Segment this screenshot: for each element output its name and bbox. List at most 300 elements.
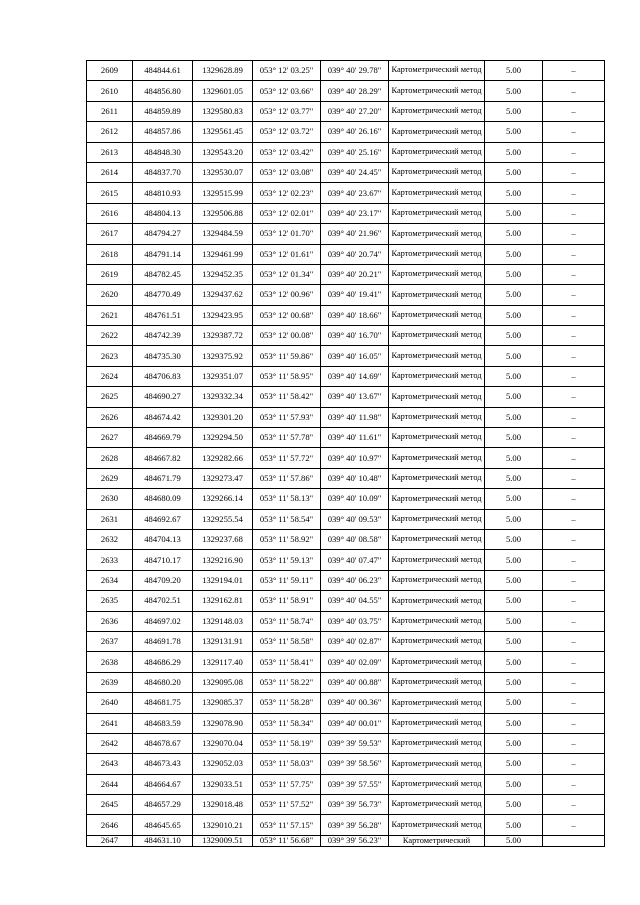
latitude-cell: 053° 12' 03.25" <box>253 61 321 81</box>
table-row <box>87 122 605 142</box>
table-row <box>87 387 605 407</box>
table-row <box>87 774 605 794</box>
coord-y-cell: 1329452.35 <box>193 264 253 284</box>
latitude-cell: 053° 11' 58.28" <box>253 693 321 713</box>
table-row <box>87 754 605 774</box>
point-number-cell: 2610 <box>87 81 133 101</box>
point-number-cell: 2635 <box>87 591 133 611</box>
precision-cell: 5.00 <box>485 224 543 244</box>
table-row <box>87 591 605 611</box>
precision-cell: 5.00 <box>485 611 543 631</box>
latitude-cell: 053° 11' 58.41" <box>253 652 321 672</box>
point-number-cell: 2626 <box>87 407 133 427</box>
note-cell: – <box>543 815 605 835</box>
coord-x-cell: 484844.61 <box>133 61 193 81</box>
coord-y-cell: 1329216.90 <box>193 550 253 570</box>
longitude-cell: 039° 40' 26.16" <box>321 122 389 142</box>
method-cell: Картометрический метод <box>389 591 485 611</box>
note-cell: – <box>543 142 605 162</box>
note-cell: – <box>543 611 605 631</box>
coord-y-cell: 1329010.21 <box>193 815 253 835</box>
longitude-cell: 039° 40' 10.97" <box>321 448 389 468</box>
coord-y-cell: 1329580.83 <box>193 101 253 121</box>
coord-x-cell: 484859.89 <box>133 101 193 121</box>
table-row <box>87 795 605 815</box>
latitude-cell: 053° 11' 58.92" <box>253 529 321 549</box>
latitude-cell: 053° 12' 03.42" <box>253 142 321 162</box>
latitude-cell: 053° 11' 57.93" <box>253 407 321 427</box>
point-number-cell: 2619 <box>87 264 133 284</box>
latitude-cell: 053° 12' 01.70" <box>253 224 321 244</box>
latitude-cell: 053° 11' 58.58" <box>253 631 321 651</box>
coord-y-cell: 1329543.20 <box>193 142 253 162</box>
method-cell: Картометрический метод <box>389 448 485 468</box>
coord-x-cell: 484691.78 <box>133 631 193 651</box>
precision-cell: 5.00 <box>485 489 543 509</box>
coord-y-cell: 1329601.05 <box>193 81 253 101</box>
note-cell: – <box>543 489 605 509</box>
point-number-cell: 2645 <box>87 795 133 815</box>
coord-x-cell: 484794.27 <box>133 224 193 244</box>
table-row <box>87 428 605 448</box>
point-number-cell: 2636 <box>87 611 133 631</box>
longitude-cell: 039° 40' 18.66" <box>321 305 389 325</box>
coordinates-table <box>86 60 605 847</box>
note-cell: – <box>543 244 605 264</box>
table-row <box>87 733 605 753</box>
note-cell: – <box>543 224 605 244</box>
point-number-cell: 2627 <box>87 428 133 448</box>
note-cell: – <box>543 346 605 366</box>
longitude-cell: 039° 40' 19.41" <box>321 285 389 305</box>
coord-y-cell: 1329461.99 <box>193 244 253 264</box>
coord-y-cell: 1329078.90 <box>193 713 253 733</box>
coord-y-cell: 1329052.03 <box>193 754 253 774</box>
note-cell: – <box>543 183 605 203</box>
point-number-cell: 2623 <box>87 346 133 366</box>
precision-cell: 5.00 <box>485 428 543 448</box>
longitude-cell: 039° 40' 23.17" <box>321 203 389 223</box>
method-cell: Картометрический метод <box>389 468 485 488</box>
precision-cell: 5.00 <box>485 183 543 203</box>
point-number-cell: 2615 <box>87 183 133 203</box>
latitude-cell: 053° 12' 03.77" <box>253 101 321 121</box>
precision-cell: 5.00 <box>485 509 543 529</box>
coord-y-cell: 1329423.95 <box>193 305 253 325</box>
longitude-cell: 039° 40' 00.88" <box>321 672 389 692</box>
coord-x-cell: 484804.13 <box>133 203 193 223</box>
longitude-cell: 039° 40' 20.21" <box>321 264 389 284</box>
latitude-cell: 053° 11' 58.22" <box>253 672 321 692</box>
coord-y-cell: 1329387.72 <box>193 326 253 346</box>
point-number-cell: 2614 <box>87 162 133 182</box>
precision-cell: 5.00 <box>485 733 543 753</box>
table-row <box>87 142 605 162</box>
note-cell: – <box>543 448 605 468</box>
point-number-cell: 2642 <box>87 733 133 753</box>
note-cell: – <box>543 754 605 774</box>
method-cell: Картометрический метод <box>389 713 485 733</box>
table-row <box>87 244 605 264</box>
note-cell: – <box>543 285 605 305</box>
precision-cell: 5.00 <box>485 591 543 611</box>
precision-cell: 5.00 <box>485 122 543 142</box>
coord-y-cell: 1329085.37 <box>193 693 253 713</box>
precision-cell: 5.00 <box>485 162 543 182</box>
longitude-cell: 039° 39' 57.55" <box>321 774 389 794</box>
table-row <box>87 509 605 529</box>
note-cell: – <box>543 774 605 794</box>
coord-x-cell: 484742.39 <box>133 326 193 346</box>
precision-cell: 5.00 <box>485 305 543 325</box>
table-row <box>87 203 605 223</box>
coord-x-cell: 484674.42 <box>133 407 193 427</box>
precision-cell: 5.00 <box>485 529 543 549</box>
table-row <box>87 489 605 509</box>
method-cell: Картометрический метод <box>389 815 485 835</box>
table-row <box>87 815 605 835</box>
coord-x-cell: 484856.80 <box>133 81 193 101</box>
method-cell: Картометрический метод <box>389 101 485 121</box>
longitude-cell: 039° 39' 59.53" <box>321 733 389 753</box>
point-number-cell: 2620 <box>87 285 133 305</box>
precision-cell: 5.00 <box>485 61 543 81</box>
coord-y-cell: 1329131.91 <box>193 631 253 651</box>
latitude-cell: 053° 11' 58.03" <box>253 754 321 774</box>
coord-y-cell: 1329515.99 <box>193 183 253 203</box>
table-row <box>87 529 605 549</box>
note-cell: – <box>543 652 605 672</box>
coord-y-cell: 1329194.01 <box>193 570 253 590</box>
point-number-cell: 2637 <box>87 631 133 651</box>
method-cell: Картометрический метод <box>389 570 485 590</box>
table-row <box>87 224 605 244</box>
method-cell: Картометрический метод <box>389 387 485 407</box>
latitude-cell: 053° 12' 00.68" <box>253 305 321 325</box>
note-cell: – <box>543 672 605 692</box>
method-cell: Картометрический метод <box>389 774 485 794</box>
note-cell: – <box>543 733 605 753</box>
point-number-cell: 2632 <box>87 529 133 549</box>
latitude-cell: 053° 11' 59.13" <box>253 550 321 570</box>
coord-x-cell: 484810.93 <box>133 183 193 203</box>
coord-y-cell: 1329237.68 <box>193 529 253 549</box>
latitude-cell: 053° 11' 56.68" <box>253 835 321 846</box>
method-cell: Картометрический метод <box>389 550 485 570</box>
longitude-cell: 039° 40' 14.69" <box>321 366 389 386</box>
latitude-cell: 053° 11' 57.52" <box>253 795 321 815</box>
latitude-cell: 053° 11' 58.91" <box>253 591 321 611</box>
table-row <box>87 835 605 846</box>
table-row <box>87 81 605 101</box>
longitude-cell: 039° 40' 24.45" <box>321 162 389 182</box>
note-cell <box>543 835 605 846</box>
longitude-cell: 039° 40' 25.16" <box>321 142 389 162</box>
method-cell: Картометрический метод <box>389 489 485 509</box>
coord-y-cell: 1329294.50 <box>193 428 253 448</box>
longitude-cell: 039° 40' 02.87" <box>321 631 389 651</box>
point-number-cell: 2643 <box>87 754 133 774</box>
precision-cell: 5.00 <box>485 713 543 733</box>
coord-x-cell: 484667.82 <box>133 448 193 468</box>
table-row <box>87 550 605 570</box>
latitude-cell: 053° 11' 57.86" <box>253 468 321 488</box>
table-row <box>87 264 605 284</box>
point-number-cell: 2633 <box>87 550 133 570</box>
coord-y-cell: 1329148.03 <box>193 611 253 631</box>
precision-cell: 5.00 <box>485 244 543 264</box>
coord-x-cell: 484770.49 <box>133 285 193 305</box>
coord-x-cell: 484664.67 <box>133 774 193 794</box>
coord-y-cell: 1329530.07 <box>193 162 253 182</box>
note-cell: – <box>543 591 605 611</box>
longitude-cell: 039° 39' 58.56" <box>321 754 389 774</box>
method-cell: Картометрический метод <box>389 61 485 81</box>
precision-cell: 5.00 <box>485 672 543 692</box>
coord-y-cell: 1329351.07 <box>193 366 253 386</box>
point-number-cell: 2612 <box>87 122 133 142</box>
longitude-cell: 039° 40' 16.05" <box>321 346 389 366</box>
point-number-cell: 2617 <box>87 224 133 244</box>
point-number-cell: 2618 <box>87 244 133 264</box>
latitude-cell: 053° 11' 57.75" <box>253 774 321 794</box>
point-number-cell: 2609 <box>87 61 133 81</box>
latitude-cell: 053° 11' 58.13" <box>253 489 321 509</box>
note-cell: – <box>543 264 605 284</box>
latitude-cell: 053° 11' 57.15" <box>253 815 321 835</box>
coordinates-table-page <box>86 60 604 847</box>
table-body <box>87 61 605 847</box>
coord-x-cell: 484706.83 <box>133 366 193 386</box>
method-cell: Картометрический метод <box>389 346 485 366</box>
note-cell: – <box>543 550 605 570</box>
latitude-cell: 053° 12' 02.01" <box>253 203 321 223</box>
precision-cell: 5.00 <box>485 407 543 427</box>
latitude-cell: 053° 11' 59.11" <box>253 570 321 590</box>
point-number-cell: 2644 <box>87 774 133 794</box>
longitude-cell: 039° 40' 08.58" <box>321 529 389 549</box>
longitude-cell: 039° 40' 28.29" <box>321 81 389 101</box>
precision-cell: 5.00 <box>485 101 543 121</box>
coord-x-cell: 484678.67 <box>133 733 193 753</box>
latitude-cell: 053° 11' 57.78" <box>253 428 321 448</box>
table-row <box>87 631 605 651</box>
method-cell: Картометрический метод <box>389 733 485 753</box>
table-row <box>87 346 605 366</box>
table-row <box>87 326 605 346</box>
precision-cell: 5.00 <box>485 81 543 101</box>
coord-x-cell: 484671.79 <box>133 468 193 488</box>
method-cell: Картометрический метод <box>389 183 485 203</box>
latitude-cell: 053° 12' 00.96" <box>253 285 321 305</box>
coord-y-cell: 1329375.92 <box>193 346 253 366</box>
point-number-cell: 2616 <box>87 203 133 223</box>
coord-x-cell: 484791.14 <box>133 244 193 264</box>
method-cell: Картометрический метод <box>389 305 485 325</box>
precision-cell: 5.00 <box>485 264 543 284</box>
longitude-cell: 039° 40' 16.70" <box>321 326 389 346</box>
coord-x-cell: 484673.43 <box>133 754 193 774</box>
table-row <box>87 652 605 672</box>
latitude-cell: 053° 12' 02.23" <box>253 183 321 203</box>
table-row <box>87 162 605 182</box>
coord-y-cell: 1329095.08 <box>193 672 253 692</box>
table-row <box>87 183 605 203</box>
method-cell: Картометрический метод <box>389 224 485 244</box>
precision-cell: 5.00 <box>485 142 543 162</box>
method-cell: Картометрический метод <box>389 795 485 815</box>
longitude-cell: 039° 40' 20.74" <box>321 244 389 264</box>
longitude-cell: 039° 39' 56.23" <box>321 835 389 846</box>
note-cell: – <box>543 61 605 81</box>
precision-cell: 5.00 <box>485 203 543 223</box>
precision-cell: 5.00 <box>485 693 543 713</box>
longitude-cell: 039° 40' 09.53" <box>321 509 389 529</box>
point-number-cell: 2631 <box>87 509 133 529</box>
note-cell: – <box>543 101 605 121</box>
note-cell: – <box>543 795 605 815</box>
coord-y-cell: 1329018.48 <box>193 795 253 815</box>
coord-x-cell: 484704.13 <box>133 529 193 549</box>
note-cell: – <box>543 529 605 549</box>
coord-y-cell: 1329009.51 <box>193 835 253 846</box>
precision-cell: 5.00 <box>485 631 543 651</box>
point-number-cell: 2611 <box>87 101 133 121</box>
note-cell: – <box>543 326 605 346</box>
note-cell: – <box>543 570 605 590</box>
note-cell: – <box>543 428 605 448</box>
method-cell: Картометрический метод <box>389 264 485 284</box>
method-cell: Картометрический метод <box>389 142 485 162</box>
coord-x-cell: 484681.75 <box>133 693 193 713</box>
point-number-cell: 2646 <box>87 815 133 835</box>
coord-y-cell: 1329437.62 <box>193 285 253 305</box>
coord-y-cell: 1329332.34 <box>193 387 253 407</box>
longitude-cell: 039° 40' 27.20" <box>321 101 389 121</box>
latitude-cell: 053° 12' 01.61" <box>253 244 321 264</box>
coord-x-cell: 484692.67 <box>133 509 193 529</box>
table-row <box>87 366 605 386</box>
coord-x-cell: 484683.59 <box>133 713 193 733</box>
table-row <box>87 468 605 488</box>
latitude-cell: 053° 11' 58.42" <box>253 387 321 407</box>
precision-cell: 5.00 <box>485 366 543 386</box>
note-cell: – <box>543 713 605 733</box>
method-cell: Картометрический метод <box>389 244 485 264</box>
point-number-cell: 2639 <box>87 672 133 692</box>
coord-x-cell: 484857.86 <box>133 122 193 142</box>
coord-y-cell: 1329266.14 <box>193 489 253 509</box>
latitude-cell: 053° 12' 03.08" <box>253 162 321 182</box>
point-number-cell: 2638 <box>87 652 133 672</box>
method-cell: Картометрический метод <box>389 366 485 386</box>
coord-y-cell: 1329070.04 <box>193 733 253 753</box>
point-number-cell: 2628 <box>87 448 133 468</box>
point-number-cell: 2640 <box>87 693 133 713</box>
coord-y-cell: 1329033.51 <box>193 774 253 794</box>
note-cell: – <box>543 162 605 182</box>
coord-x-cell: 484697.02 <box>133 611 193 631</box>
coord-y-cell: 1329561.45 <box>193 122 253 142</box>
coord-x-cell: 484782.45 <box>133 264 193 284</box>
table-row <box>87 611 605 631</box>
table-row <box>87 305 605 325</box>
latitude-cell: 053° 12' 03.66" <box>253 81 321 101</box>
coord-y-cell: 1329282.66 <box>193 448 253 468</box>
method-cell: Картометрический метод <box>389 122 485 142</box>
method-cell: Картометрический метод <box>389 407 485 427</box>
note-cell: – <box>543 81 605 101</box>
point-number-cell: 2629 <box>87 468 133 488</box>
note-cell: – <box>543 387 605 407</box>
precision-cell: 5.00 <box>485 754 543 774</box>
longitude-cell: 039° 40' 00.36" <box>321 693 389 713</box>
longitude-cell: 039° 40' 11.98" <box>321 407 389 427</box>
method-cell: Картометрический метод <box>389 326 485 346</box>
coord-x-cell: 484761.51 <box>133 305 193 325</box>
coord-y-cell: 1329117.40 <box>193 652 253 672</box>
latitude-cell: 053° 11' 58.74" <box>253 611 321 631</box>
table-row <box>87 448 605 468</box>
longitude-cell: 039° 40' 10.48" <box>321 468 389 488</box>
method-cell: Картометрический метод <box>389 203 485 223</box>
method-cell: Картометрический <box>389 835 485 846</box>
table-row <box>87 61 605 81</box>
note-cell: – <box>543 631 605 651</box>
longitude-cell: 039° 39' 56.73" <box>321 795 389 815</box>
precision-cell: 5.00 <box>485 387 543 407</box>
longitude-cell: 039° 40' 23.67" <box>321 183 389 203</box>
latitude-cell: 053° 11' 58.19" <box>253 733 321 753</box>
note-cell: – <box>543 693 605 713</box>
longitude-cell: 039° 40' 21.96" <box>321 224 389 244</box>
precision-cell: 5.00 <box>485 346 543 366</box>
precision-cell: 5.00 <box>485 774 543 794</box>
coord-x-cell: 484680.09 <box>133 489 193 509</box>
point-number-cell: 2630 <box>87 489 133 509</box>
table-row <box>87 285 605 305</box>
coord-x-cell: 484645.65 <box>133 815 193 835</box>
latitude-cell: 053° 11' 58.54" <box>253 509 321 529</box>
coord-x-cell: 484837.70 <box>133 162 193 182</box>
note-cell: – <box>543 305 605 325</box>
precision-cell: 5.00 <box>485 448 543 468</box>
coord-y-cell: 1329273.47 <box>193 468 253 488</box>
longitude-cell: 039° 40' 02.09" <box>321 652 389 672</box>
latitude-cell: 053° 12' 01.34" <box>253 264 321 284</box>
precision-cell: 5.00 <box>485 652 543 672</box>
precision-cell: 5.00 <box>485 285 543 305</box>
method-cell: Картометрический метод <box>389 529 485 549</box>
coord-y-cell: 1329301.20 <box>193 407 253 427</box>
latitude-cell: 053° 11' 58.34" <box>253 713 321 733</box>
table-row <box>87 713 605 733</box>
coord-x-cell: 484669.79 <box>133 428 193 448</box>
method-cell: Картометрический метод <box>389 652 485 672</box>
point-number-cell: 2647 <box>87 835 133 846</box>
precision-cell: 5.00 <box>485 815 543 835</box>
point-number-cell: 2641 <box>87 713 133 733</box>
note-cell: – <box>543 122 605 142</box>
table-row <box>87 570 605 590</box>
method-cell: Картометрический метод <box>389 611 485 631</box>
latitude-cell: 053° 12' 03.72" <box>253 122 321 142</box>
longitude-cell: 039° 40' 29.78" <box>321 61 389 81</box>
table-row <box>87 407 605 427</box>
table-row <box>87 693 605 713</box>
method-cell: Картометрический метод <box>389 631 485 651</box>
table-row <box>87 672 605 692</box>
